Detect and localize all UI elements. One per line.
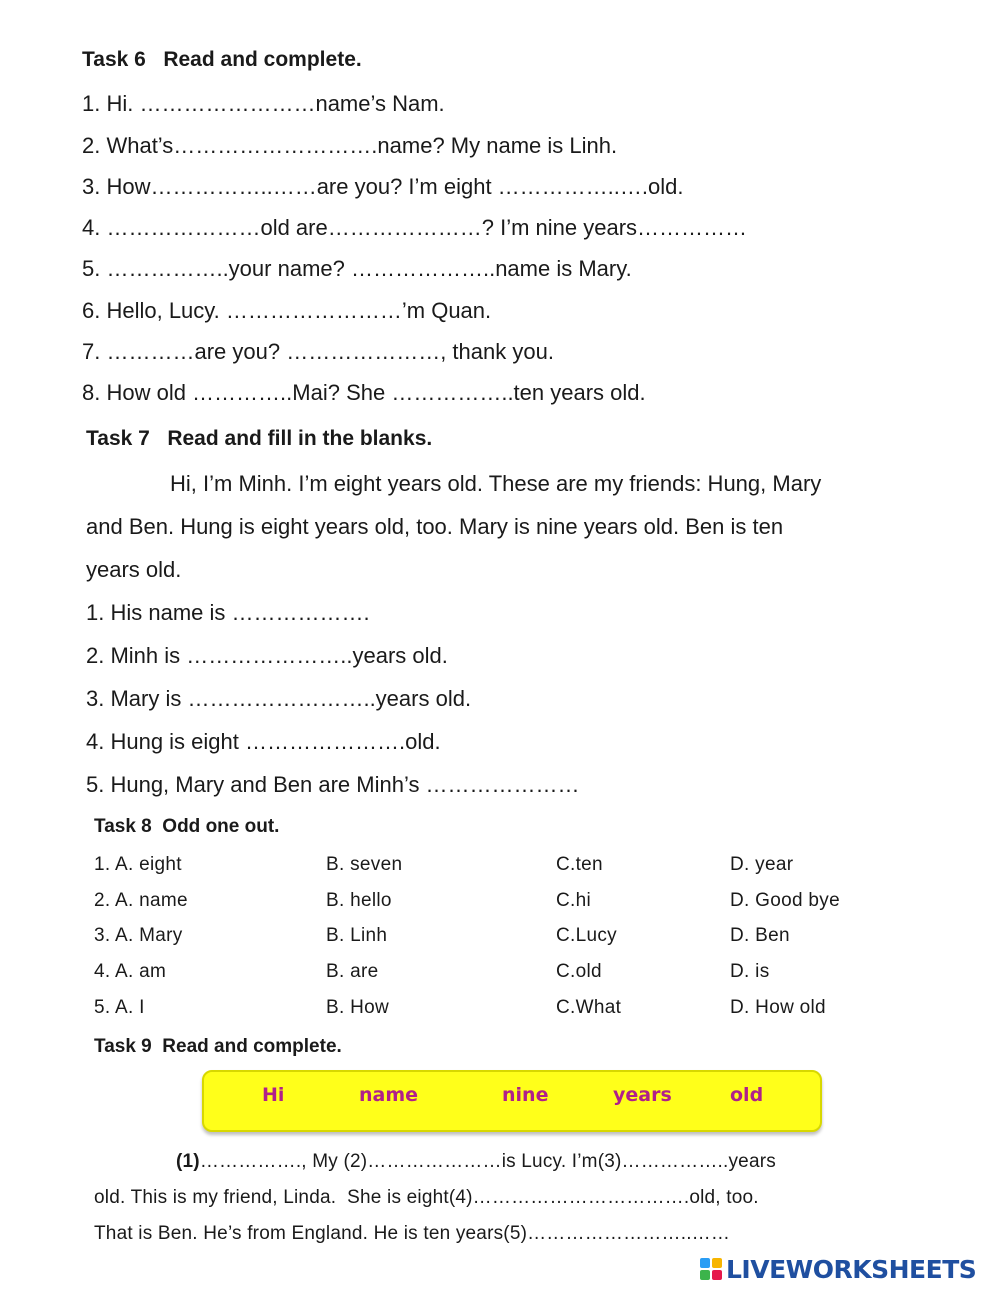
- task7-question-4: 4. Hung is eight ………………….old.: [86, 729, 441, 754]
- task8-row-3-c: C.Lucy: [556, 925, 617, 946]
- task6-line-5: 5. ……………..your name? ………………..name is Mary.: [82, 256, 632, 281]
- word-bank-word: old: [730, 1084, 764, 1106]
- blank-number-1: (1): [176, 1151, 200, 1172]
- liveworksheets-logo-text: LIVEWORKSHEETS: [726, 1254, 977, 1284]
- task8-row-4-a: 4. A. am: [94, 961, 167, 982]
- liveworksheets-logo: [700, 1254, 976, 1284]
- task9-passage-line-1: [176, 1151, 776, 1173]
- task7-passage-line-2: and Ben. Hung is eight years old, too. Mary is nine years old. Ben is ten: [86, 514, 784, 539]
- task8-row-1-a: 1. A. eight: [94, 854, 182, 875]
- word-bank-word: Hi: [262, 1084, 285, 1106]
- task7-passage-line-3: years old.: [86, 557, 182, 582]
- task8-row-2-b: B. hello: [326, 890, 392, 911]
- task8-row-2-d: D. Good bye: [730, 890, 840, 911]
- task6-line-4: 4. …………………old are…………………? I’m nine years……………: [82, 215, 748, 240]
- task8-row-4-b: B. are: [326, 961, 379, 982]
- task9-heading: Task 9 Read and complete.: [94, 1036, 342, 1057]
- word-bank-box: [202, 1070, 822, 1132]
- task8-row-3-a: 3. A. Mary: [94, 925, 183, 946]
- task6-line-6: 6. Hello, Lucy. ……………………’m Quan.: [82, 298, 492, 323]
- task6-line-2: 2. What’s……………………….name? My name is Linh.: [82, 133, 618, 158]
- task8-row-1-d: D. year: [730, 854, 794, 875]
- task6-line-3: 3. How……………..……are you? I’m eight ……………..….old.: [82, 174, 684, 199]
- word-bank-word: years: [613, 1084, 672, 1106]
- task6-line-7: 7. …………are you? …………………, thank you.: [82, 339, 554, 364]
- task6-line-8: 8. How old …………..Mai? She ……………..ten years old.: [82, 380, 646, 405]
- task6-heading: Task 6 Read and complete.: [82, 48, 362, 71]
- task8-row-5-b: B. How: [326, 997, 390, 1018]
- task8-row-2-a: 2. A. name: [94, 890, 188, 911]
- task7-question-3: 3. Mary is ……………………..years old.: [86, 686, 472, 711]
- task9-passage-line-1-text: ……………., My (2)…………………is Lucy. I’m(3)……………..years: [199, 1151, 776, 1172]
- task8-row-2-c: C.hi: [556, 890, 591, 911]
- word-bank-word: name: [359, 1084, 419, 1106]
- task8-row-1-c: C.ten: [556, 854, 603, 875]
- task7-passage-line-1: Hi, I’m Minh. I’m eight years old. These are my friends: Hung, Mary: [170, 471, 822, 496]
- task9-passage-line-2: old. This is my friend, Linda. She is eight(4)…………………………….old, too.: [94, 1187, 759, 1208]
- liveworksheets-logo-icon: [700, 1258, 722, 1280]
- task8-row-3-b: B. Linh: [326, 925, 388, 946]
- task6-line-1: 1. Hi. ……………………name’s Nam.: [82, 91, 445, 116]
- word-bank-word: nine: [502, 1084, 549, 1106]
- task8-row-4-d: D. is: [730, 961, 770, 982]
- task7-question-2: 2. Minh is …………………..years old.: [86, 643, 448, 668]
- task8-row-3-d: D. Ben: [730, 925, 790, 946]
- task8-row-5-c: C.What: [556, 997, 622, 1018]
- task9-passage-line-3: That is Ben. He’s from England. He is ten years(5)……………………..……: [94, 1223, 731, 1244]
- task8-row-5-d: D. How old: [730, 997, 826, 1018]
- task8-row-1-b: B. seven: [326, 854, 403, 875]
- task7-question-5: 5. Hung, Mary and Ben are Minh’s …………………: [86, 772, 580, 797]
- task7-question-1: 1. His name is ……………….: [86, 600, 370, 625]
- task8-row-5-a: 5. A. I: [94, 997, 145, 1018]
- task8-row-4-c: C.old: [556, 961, 602, 982]
- task7-heading: Task 7 Read and fill in the blanks.: [86, 427, 433, 450]
- task8-heading: Task 8 Odd one out.: [94, 816, 280, 837]
